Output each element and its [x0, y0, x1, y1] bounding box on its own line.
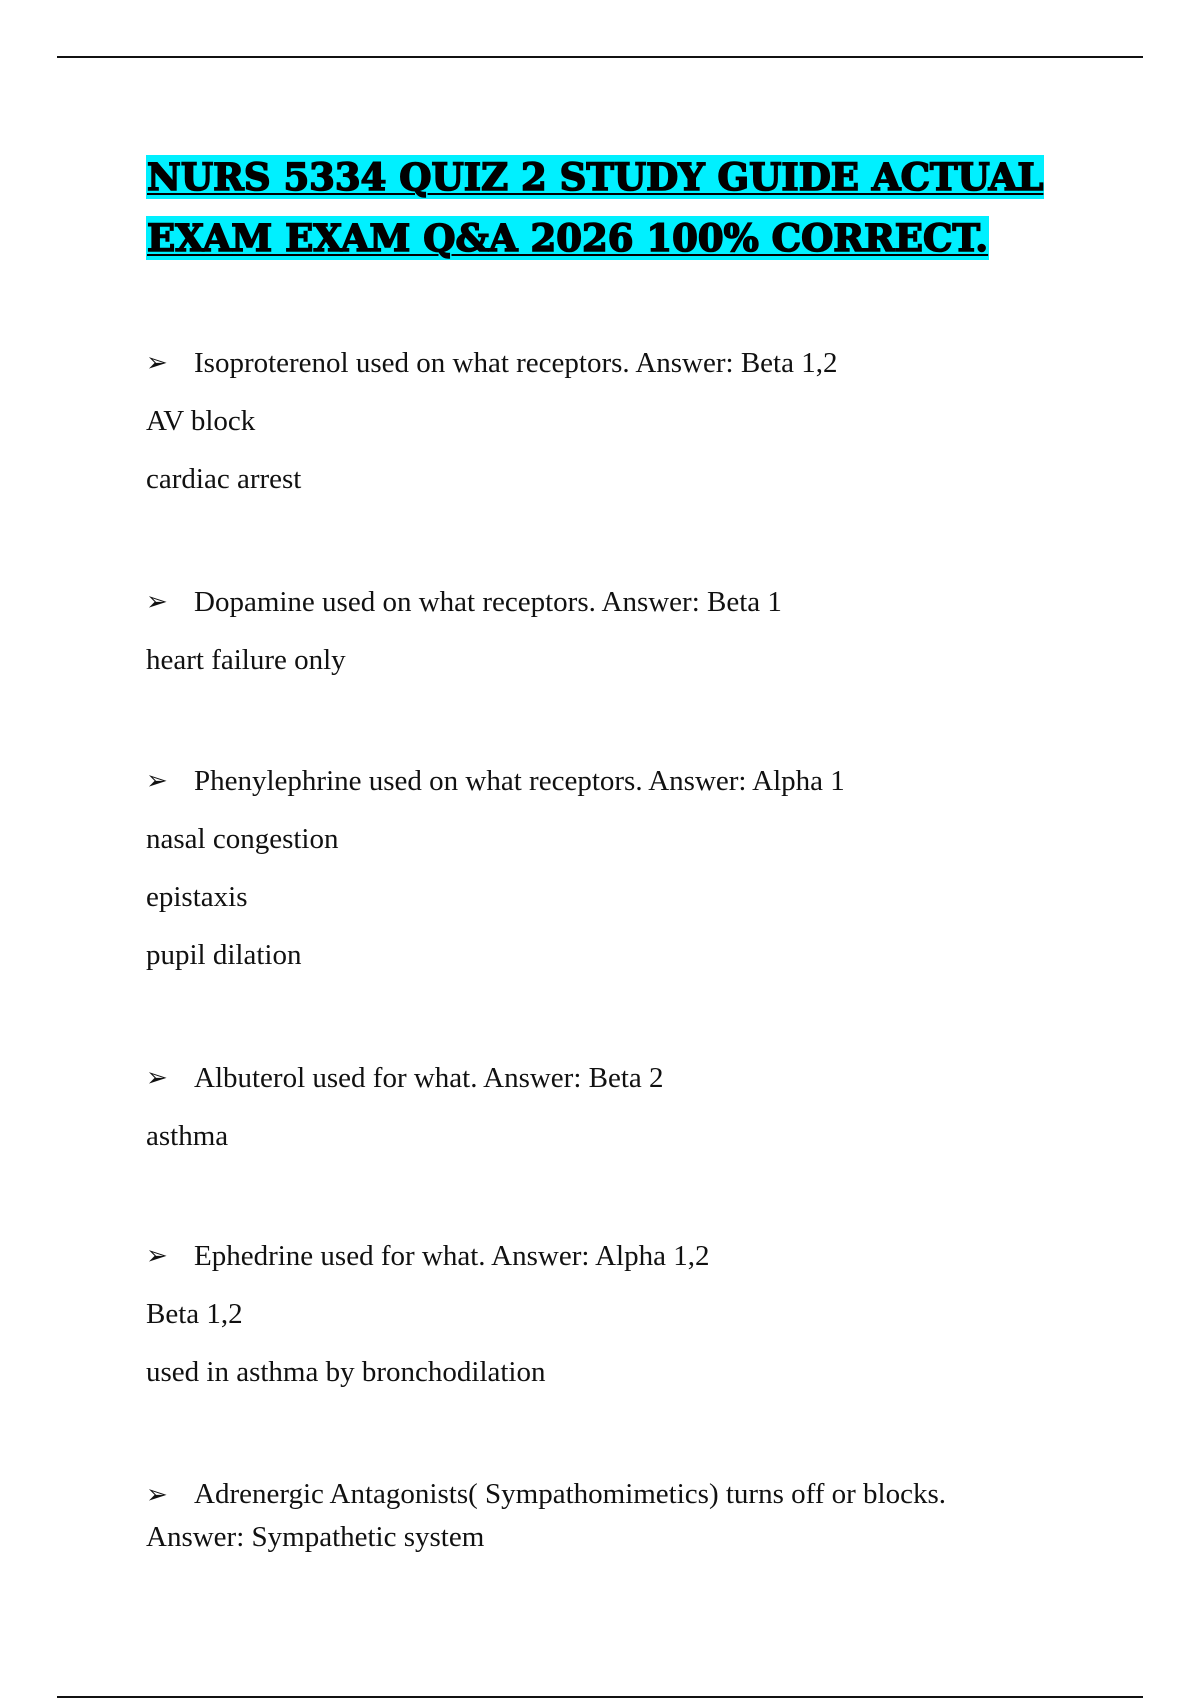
question-text: Isoproterenol used on what receptors. Answer: Beta 1,2 [194, 347, 838, 379]
question-row [146, 1235, 1046, 1277]
question-row [146, 760, 1046, 802]
qa-item [146, 1235, 1046, 1393]
answer-line: Beta 1,2 [146, 1298, 243, 1330]
qa-item [146, 1473, 1046, 1558]
answer-line: AV block [146, 405, 256, 437]
qa-item [146, 760, 1046, 976]
question-text: Albuterol used for what. Answer: Beta 2 [194, 1062, 664, 1094]
question-row [146, 1473, 1046, 1558]
answer-line: nasal congestion [146, 823, 339, 855]
arrow-bullet-icon: ➢ [146, 1480, 168, 1509]
question-text: Dopamine used on what receptors. Answer: Beta 1 [194, 586, 782, 618]
bottom-rule [57, 1696, 1143, 1698]
answer-line: used in asthma by bronchodilation [146, 1356, 546, 1388]
question-row [146, 581, 1046, 623]
page-title: NURS 5334 QUIZ 2 STUDY GUIDE ACTUAL EXAM EXAM Q&A 2026 100% CORRECT. [147, 155, 1044, 260]
question-row [146, 1057, 1046, 1099]
answer-line: cardiac arrest [146, 463, 302, 495]
arrow-bullet-icon: ➢ [146, 1063, 168, 1092]
answer-line: epistaxis [146, 881, 248, 913]
arrow-bullet-icon: ➢ [146, 766, 168, 795]
arrow-bullet-icon: ➢ [146, 587, 168, 616]
arrow-bullet-icon: ➢ [146, 348, 168, 377]
question-row [146, 342, 1046, 384]
top-rule [57, 56, 1143, 58]
answer-line: pupil dilation [146, 939, 302, 971]
qa-item [146, 1057, 1046, 1157]
answer-line: heart failure only [146, 644, 346, 676]
qa-item [146, 581, 1046, 681]
answer-line: asthma [146, 1120, 229, 1152]
qa-item [146, 342, 1046, 500]
question-text: Phenylephrine used on what receptors. Answer: Alpha 1 [194, 765, 845, 797]
arrow-bullet-icon: ➢ [146, 1241, 168, 1270]
question-text: Ephedrine used for what. Answer: Alpha 1,2 [194, 1240, 710, 1272]
question-text: Adrenergic Antagonists( Sympathomimetics) turns off or blocks. Answer: Sympathetic system [146, 1478, 947, 1553]
